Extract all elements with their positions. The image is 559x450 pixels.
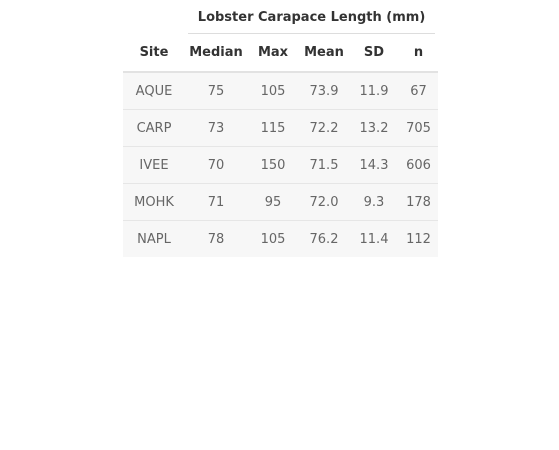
cell-median: 75 — [185, 72, 247, 110]
cell-max: 150 — [247, 147, 299, 184]
cell-site: NAPL — [123, 221, 185, 258]
column-header-mean: Mean — [299, 34, 349, 72]
cell-mean: 71.5 — [299, 147, 349, 184]
lobster-summary-table — [123, 0, 438, 257]
spanner-empty-cell — [123, 0, 185, 34]
table-row — [123, 184, 438, 221]
column-header-row — [123, 34, 438, 72]
cell-sd: 13.2 — [349, 110, 399, 147]
cell-max: 115 — [247, 110, 299, 147]
cell-median: 71 — [185, 184, 247, 221]
cell-mean: 76.2 — [299, 221, 349, 258]
cell-n: 705 — [399, 110, 438, 147]
column-header-max: Max — [247, 34, 299, 72]
cell-sd: 11.4 — [349, 221, 399, 258]
cell-site: MOHK — [123, 184, 185, 221]
cell-mean: 73.9 — [299, 72, 349, 110]
spanner-header-label: Lobster Carapace Length (mm) — [197, 9, 426, 25]
cell-max: 105 — [247, 221, 299, 258]
cell-site: AQUE — [123, 72, 185, 110]
cell-max: 105 — [247, 72, 299, 110]
summary-table-container — [123, 0, 438, 257]
column-header-median: Median — [185, 34, 247, 72]
cell-sd: 9.3 — [349, 184, 399, 221]
cell-n: 67 — [399, 72, 438, 110]
cell-max: 95 — [247, 184, 299, 221]
cell-n: 112 — [399, 221, 438, 258]
cell-n: 178 — [399, 184, 438, 221]
spanner-header — [185, 0, 438, 34]
table-row — [123, 147, 438, 184]
spanner-header-row — [123, 0, 438, 34]
cell-mean: 72.2 — [299, 110, 349, 147]
column-header-sd: SD — [349, 34, 399, 72]
table-row — [123, 110, 438, 147]
cell-sd: 11.9 — [349, 72, 399, 110]
cell-median: 73 — [185, 110, 247, 147]
cell-n: 606 — [399, 147, 438, 184]
table-row — [123, 72, 438, 110]
cell-mean: 72.0 — [299, 184, 349, 221]
cell-sd: 14.3 — [349, 147, 399, 184]
spanner-underline — [188, 33, 435, 34]
column-header-site: Site — [123, 34, 185, 72]
cell-site: IVEE — [123, 147, 185, 184]
cell-site: CARP — [123, 110, 185, 147]
cell-median: 70 — [185, 147, 247, 184]
column-header-n: n — [399, 34, 438, 72]
cell-median: 78 — [185, 221, 247, 258]
table-row — [123, 221, 438, 258]
